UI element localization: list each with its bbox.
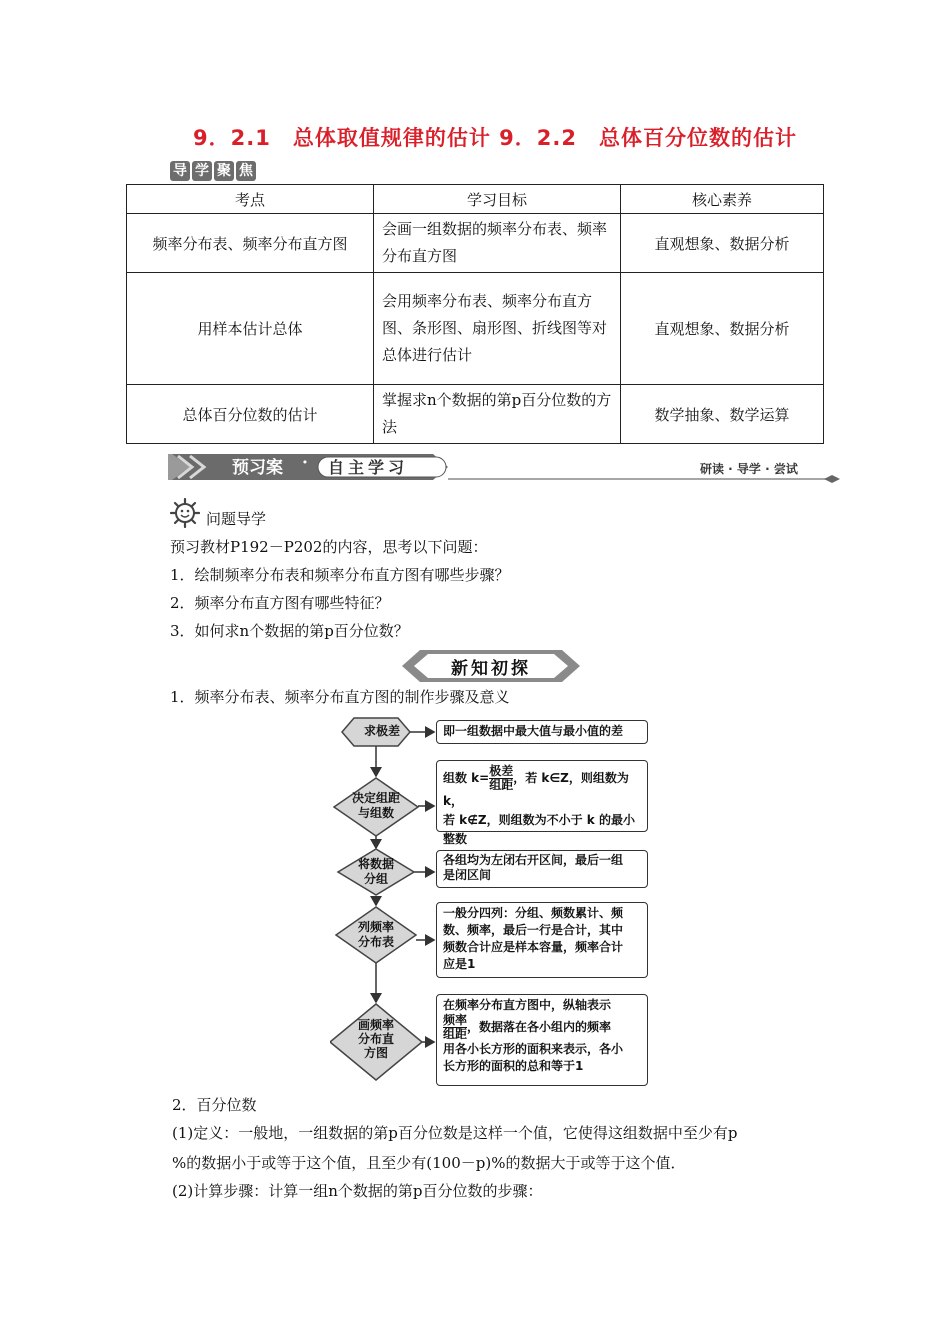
questions-heading: 问题导学 xyxy=(206,510,267,528)
table-cell: 频率分布表、频率分布直方图 xyxy=(127,214,374,273)
page-title: 9．2.1 总体取值规律的估计 9．2.2 总体百分位数的估计 xyxy=(193,126,797,150)
flow-step-line: 画频率 xyxy=(357,1018,394,1032)
table-row xyxy=(127,214,824,273)
badge-char: 导 xyxy=(170,161,190,181)
section-badge xyxy=(170,160,258,181)
fraction-numerator: 极差 xyxy=(489,764,514,778)
flow-step-line: 分布直 xyxy=(357,1032,394,1046)
table-row xyxy=(127,385,824,444)
table-cell: 会用频率分布表、频率分布直方图、条形图、扇形图、折线图等对总体进行估计 xyxy=(374,273,621,385)
banner-right-label: 自主学习 xyxy=(328,458,409,477)
sun-face-icon xyxy=(170,498,200,528)
table-cell: 掌握求n个数据的第p百分位数的方法 xyxy=(374,385,621,444)
flow-desc-text: 组数 k= xyxy=(443,771,490,785)
flow-desc-text: 若 k∉Z，则组数为不小于 k 的最小 xyxy=(443,813,635,827)
flow-desc-table xyxy=(436,902,648,978)
fraction-numerator: 频率 xyxy=(443,1013,468,1027)
flow-desc-text: 在频率分布直方图中，纵轴表示 xyxy=(443,998,612,1012)
flow-desc-text: 频数合计应是样本容量，频率合计 xyxy=(443,940,624,954)
flow-desc-text: 整数 xyxy=(443,832,468,846)
flow-desc-histogram xyxy=(436,994,648,1086)
flow-step-line: 将数据 xyxy=(357,857,394,871)
column-header: 核心素养 xyxy=(621,185,824,214)
flow-step-line: 分组 xyxy=(363,872,388,886)
flow-step-line: 与组数 xyxy=(357,806,394,820)
objectives-table xyxy=(126,184,824,444)
flow-step-histogram xyxy=(340,1018,412,1060)
flow-step-line: 方图 xyxy=(363,1046,388,1060)
flow-step-line: 决定组距 xyxy=(351,791,400,805)
fraction xyxy=(489,765,513,792)
flow-step-split xyxy=(340,857,412,887)
questions-intro: 预习教材P192－P202的内容，思考以下问题： xyxy=(170,538,488,556)
flow-step-group xyxy=(340,791,412,821)
flow-step-range: 求极差 xyxy=(363,724,400,738)
badge-char: 学 xyxy=(192,161,212,181)
table-cell: 直观想象、数据分析 xyxy=(621,214,824,273)
new-section-title: 新知初探 xyxy=(451,659,531,679)
table-cell: 总体百分位数的估计 xyxy=(127,385,374,444)
flow-desc-group xyxy=(436,760,648,846)
flow-step-line: 列频率 xyxy=(357,920,394,934)
definition-line: %的数据小于或等于这个值，且至少有(100－p)%的数据大于或等于这个值． xyxy=(172,1154,686,1172)
flow-desc-text: 各组均为左闭右开区间，最后一组 xyxy=(443,853,624,867)
flow-desc-range: 即一组数据中最大值与最小值的差 xyxy=(436,720,648,744)
table-cell: 用样本估计总体 xyxy=(127,273,374,385)
table-row xyxy=(127,273,824,385)
fraction xyxy=(443,1014,467,1041)
flow-desc-text: 数、频率，最后一行是合计，其中 xyxy=(443,923,624,937)
steps-line: (2)计算步骤：计算一组n个数据的第p百分位数的步骤： xyxy=(172,1182,543,1200)
banner-left-label: 预习案 xyxy=(232,458,283,478)
definition-line: (1)定义：一般地，一组数据的第p百分位数是这样一个值，它使得这组数据中至少有p xyxy=(172,1124,738,1142)
question-item: 3．如何求n个数据的第p百分位数？ xyxy=(170,622,409,640)
flow-desc-text: 一般分四列：分组、频数累计、频 xyxy=(443,906,624,920)
table-cell: 会画一组数据的频率分布表、频率分布直方图 xyxy=(374,214,621,273)
flow-desc-text: 长方形的面积的总和等于1 xyxy=(443,1059,584,1073)
badge-char: 聚 xyxy=(214,161,234,181)
flow-desc-text: 用各小长方形的面积来表示，各小 xyxy=(443,1042,624,1056)
fraction-denominator: 组距 xyxy=(443,1027,468,1041)
table-cell: 直观想象、数据分析 xyxy=(621,273,824,385)
badge-char: 焦 xyxy=(236,161,256,181)
point-2-heading: 2．百分位数 xyxy=(172,1096,257,1114)
table-cell: 数学抽象、数学运算 xyxy=(621,385,824,444)
flow-step-table xyxy=(340,920,412,950)
banner-tag: 研读 · 导学 · 尝试 xyxy=(700,462,798,476)
banner-dot: · xyxy=(302,453,308,473)
flow-step-line: 分布表 xyxy=(357,935,394,949)
point-1-heading: 1．频率分布表、频率分布直方图的制作步骤及意义 xyxy=(170,688,510,706)
question-item: 1．绘制频率分布表和频率分布直方图有哪些步骤？ xyxy=(170,566,510,584)
flow-desc-text: 应是1 xyxy=(443,957,476,971)
flow-desc-text: ，数据落在各小组内的频率 xyxy=(467,1020,612,1034)
column-header: 学习目标 xyxy=(374,185,621,214)
fraction-denominator: 组距 xyxy=(489,778,514,792)
table-header-row xyxy=(127,185,824,214)
flow-desc-text: ，若 k∈Z，则组数为 k， xyxy=(443,771,629,808)
question-item: 2．频率分布直方图有哪些特征？ xyxy=(170,594,390,612)
column-header: 考点 xyxy=(127,185,374,214)
flow-desc-text: 是闭区间 xyxy=(443,868,492,882)
flow-desc-split xyxy=(436,850,648,888)
